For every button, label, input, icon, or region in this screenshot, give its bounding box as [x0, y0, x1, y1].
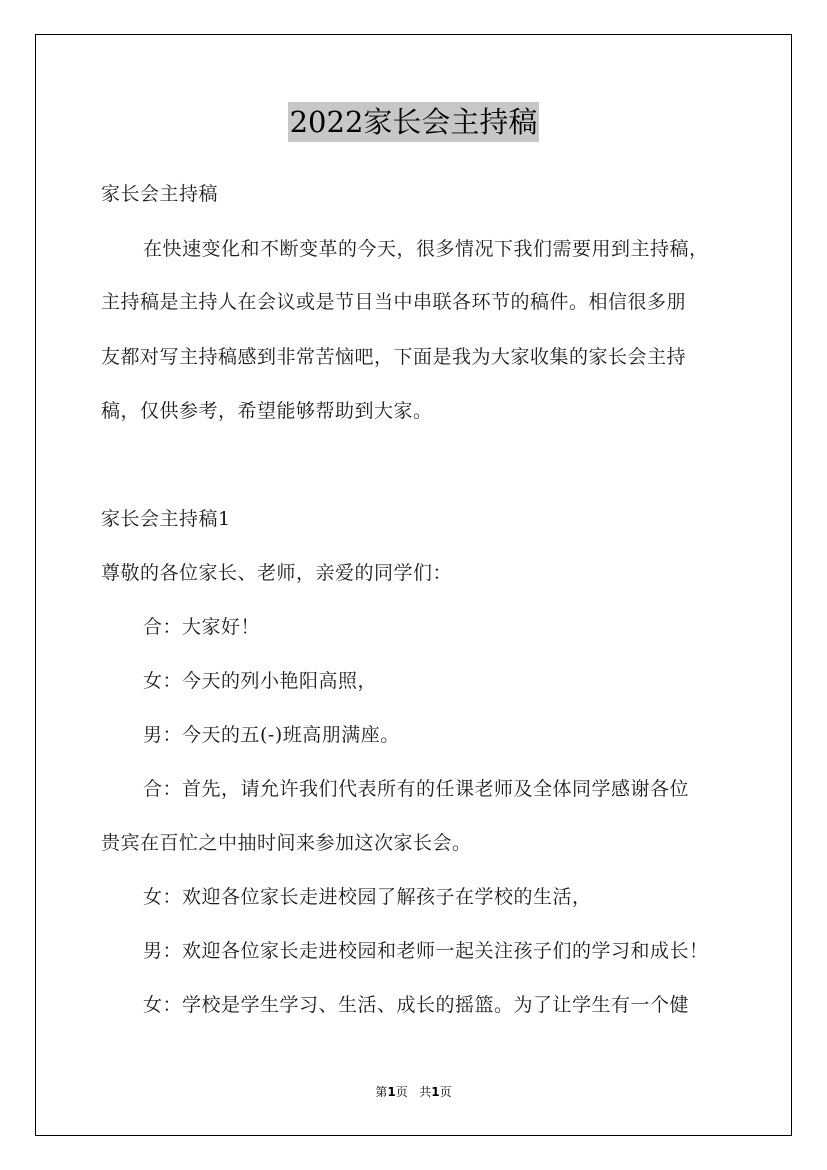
body-line: 女：欢迎各位家长走进校园了解孩子在学校的生活，: [143, 886, 592, 908]
body-line: 女：学校是学生学习、生活、成长的摇篮。为了让学生有一个健: [143, 994, 690, 1016]
page-number: 1: [387, 1085, 396, 1099]
page-label-prefix: 第: [375, 1085, 388, 1099]
document-heading: 家长会主持稿: [101, 183, 219, 205]
body-line: 男：今天的五(-)班高朋满座。: [143, 724, 400, 746]
intro-line: 在快速变化和不断变革的今天，很多情况下我们需要用到主持稿，: [143, 238, 709, 260]
salutation: 尊敬的各位家长、老师，亲爱的同学们：: [101, 562, 453, 584]
page-footer: [0, 1083, 827, 1101]
total-label-prefix: 共: [419, 1085, 432, 1099]
page-label-suffix: 页: [395, 1085, 408, 1099]
document-title: 2022家长会主持稿: [288, 102, 540, 142]
intro-line: 稿，仅供参考，希望能够帮助到大家。: [101, 400, 433, 422]
total-label-suffix: 页: [439, 1085, 452, 1099]
body-line: 女：今天的列小艳阳高照，: [143, 670, 378, 692]
body-line: 合：首先，请允许我们代表所有的任课老师及全体同学感谢各位: [143, 778, 690, 800]
intro-line: 友都对写主持稿感到非常苦恼吧，下面是我为大家收集的家长会主持: [101, 346, 687, 368]
title-container: [0, 102, 827, 142]
body-line: 贵宾在百忙之中抽时间来参加这次家长会。: [101, 832, 472, 854]
section-title: 家长会主持稿1: [101, 508, 231, 530]
body-line: 男：欢迎各位家长走进校园和老师一起关注孩子们的学习和成长！: [143, 940, 709, 962]
intro-line: 主持稿是主持人在会议或是节目当中串联各环节的稿件。相信很多朋: [101, 291, 687, 313]
total-pages: 1: [431, 1085, 440, 1099]
body-line: 合：大家好！: [143, 616, 261, 638]
